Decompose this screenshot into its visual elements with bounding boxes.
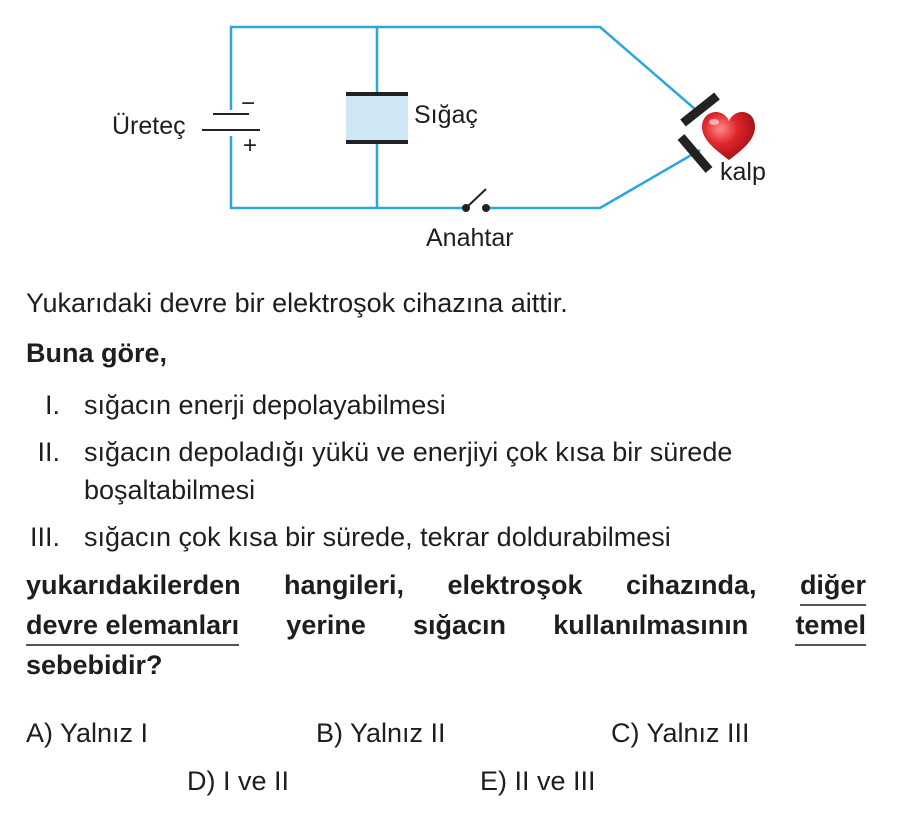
- source-label: Üreteç: [112, 112, 186, 140]
- underlined-word: devre elemanları: [26, 606, 239, 646]
- lead-text: Buna göre,: [26, 338, 168, 368]
- capacitor-icon: [346, 94, 408, 142]
- minus-sign: −: [241, 90, 256, 117]
- question-word: cihazında,: [625, 570, 757, 600]
- choice-a[interactable]: A) Yalnız I: [26, 718, 149, 748]
- choice-c[interactable]: C) Yalnız III: [611, 718, 750, 748]
- statement-text: sığacın çok kısa bir sürede, tekrar doldurabilmesi: [84, 522, 671, 552]
- choice-e[interactable]: E) II ve III: [480, 766, 596, 796]
- underlined-word: temel: [795, 606, 866, 646]
- switch-icon: [463, 189, 489, 211]
- question-word: kullanılmasının: [553, 610, 749, 640]
- statement-text: sığacın enerji depolayabilmesi: [84, 390, 446, 420]
- capacitor-label: Sığaç: [414, 101, 478, 129]
- intro-text: Yukarıdaki devre bir elektroşok cihazına aittir.: [26, 288, 568, 318]
- heart-icon: [702, 112, 755, 160]
- choice-b[interactable]: B) Yalnız II: [316, 718, 446, 748]
- question-word: yukarıdakilerden: [26, 570, 241, 600]
- statement-1: [0, 387, 880, 427]
- question-word: elektroşok: [447, 570, 583, 600]
- statement-number: III.: [29, 522, 60, 552]
- statement-number: II.: [37, 437, 60, 467]
- statement-text-cont: boşaltabilmesi: [84, 475, 256, 505]
- question-word: sebebidir?: [26, 650, 163, 680]
- statement-3: [0, 519, 880, 559]
- switch-label: Anahtar: [426, 224, 514, 252]
- statement-text: sığacın depoladığı yükü ve enerjiyi çok kısa bir sürede: [84, 437, 733, 467]
- question-text: [26, 566, 866, 684]
- statement-2: [0, 434, 880, 512]
- underlined-word: diğer: [800, 566, 866, 606]
- statement-number: I.: [44, 390, 60, 420]
- heart-label: kalp: [720, 158, 766, 186]
- question-line-1: [26, 566, 866, 606]
- question-word: hangileri,: [284, 570, 405, 600]
- question-line-2: [26, 606, 866, 646]
- plus-sign: +: [243, 132, 258, 159]
- question-word: sığacın: [413, 610, 507, 640]
- choice-d[interactable]: D) I ve II: [187, 766, 290, 796]
- question-line-3: [26, 646, 866, 684]
- question-word: yerine: [286, 610, 366, 640]
